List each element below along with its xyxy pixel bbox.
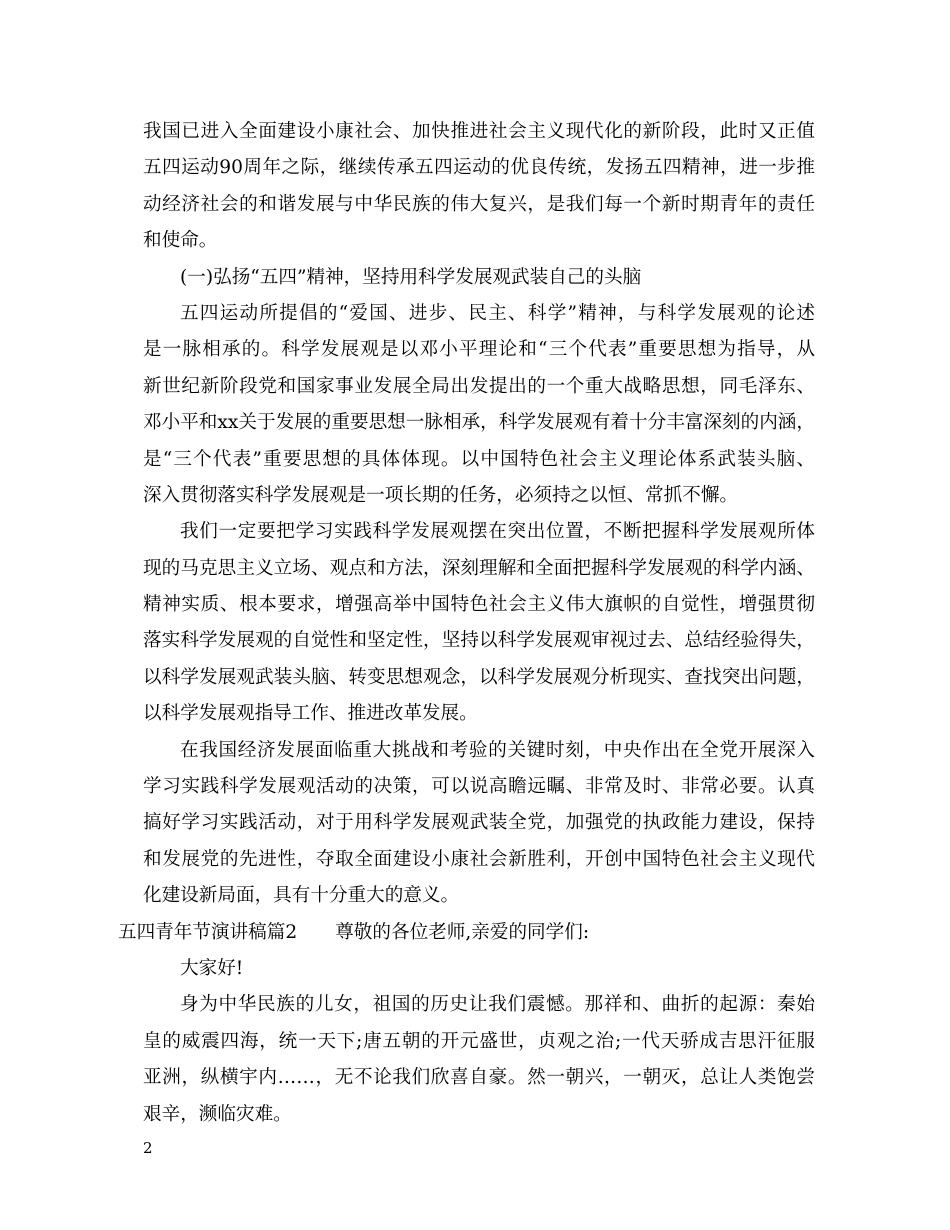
text-line: (一)弘扬“五四”精神，坚持用科学发展观武装自己的头脑 [180, 266, 642, 288]
text-line: 我们一定要把学习实践科学发展观摆在突出位置，不断把握科学发展观所体 [180, 521, 815, 543]
text-line: 动经济社会的和谐发展与中华民族的伟大复兴，是我们每一个新时期青年的责任 [143, 193, 815, 215]
text-line: 落实科学发展观的自觉性和坚定性，坚持以科学发展观审视过去、总结经验得失， [143, 630, 815, 652]
text-line: 以科学发展观指导工作、推进改革发展。 [143, 703, 478, 725]
text-line: 邓小平和xx关于发展的重要思想一脉相承，科学发展观有着十分丰富深刻的内涵， [143, 412, 815, 434]
text-line: 是“三个代表”重要思想的具体体现。以中国特色社会主义理论体系武装头脑、 [143, 448, 815, 470]
text-line: 五四运动90周年之际，继续传承五四运动的优良传统，发扬五四精神，进一步推 [143, 157, 815, 179]
text-line: 大家好! [180, 957, 244, 979]
text-line: 皇的威震四海，统一天下;唐五朝的开元盛世，贞观之治;一代天骄成吉思汗征服 [143, 1030, 815, 1052]
paragraphs-section-2 [143, 951, 815, 1133]
text-line: 以科学发展观武装头脑、转变思想观念，以科学发展观分析现实、查找突出问题， [143, 666, 815, 688]
text-line: 现的马克思主义立场、观点和方法，深刻理解和全面把握科学发展观的科学内涵、 [143, 557, 815, 579]
text-line: 化建设新局面，具有十分重大的意义。 [143, 885, 460, 907]
text-line: 搞好学习实践活动，对于用科学发展观武装全党，加强党的执政能力建设，保持 [143, 812, 815, 834]
page-number: 2 [143, 1139, 153, 1157]
text-line: 艰辛，濒临灾难。 [143, 1103, 292, 1125]
text-line: 亚洲，纵横宇内……，无不论我们欣喜自豪。然一朝兴，一朝灭，总让人类饱尝 [143, 1067, 815, 1089]
document-body [118, 114, 815, 1133]
text-line: 新世纪新阶段党和国家事业发展全局出发提出的一个重大战略思想，同毛泽东、 [143, 375, 815, 397]
section-title-row [118, 915, 815, 951]
salutation: 尊敬的各位老师,亲爱的同学们: [335, 921, 590, 943]
text-line: 在我国经济发展面临重大挑战和考验的关键时刻，中央作出在全党开展深入 [180, 739, 815, 761]
text-line: 我国已进入全面建设小康社会、加快推进社会主义现代化的新阶段，此时又正值 [143, 121, 815, 142]
text-line: 五四运动所提倡的“爱国、进步、民主、科学”精神，与科学发展观的论述 [180, 302, 815, 324]
section-title: 五四青年节演讲稿篇2 [118, 921, 298, 943]
paragraphs-section-1 [143, 114, 815, 915]
text-line: 身为中华民族的儿女，祖国的历史让我们震憾。那祥和、曲折的起源：秦始 [180, 994, 815, 1016]
text-line: 精神实质、根本要求，增强高举中国特色社会主义伟大旗帜的自觉性，增强贯彻 [143, 594, 815, 616]
text-line: 和发展党的先进性，夺取全面建设小康社会新胜利，开创中国特色社会主义现代 [143, 848, 815, 870]
text-line: 是一脉相承的。科学发展观是以邓小平理论和“三个代表”重要思想为指导，从 [143, 339, 815, 361]
text-line: 学习实践科学发展观活动的决策，可以说高瞻远瞩、非常及时、非常必要。认真 [143, 776, 815, 798]
text-line: 深入贯彻落实科学发展观是一项长期的任务，必须持之以恒、常抓不懈。 [143, 484, 739, 506]
text-line: 和使命。 [143, 230, 218, 252]
